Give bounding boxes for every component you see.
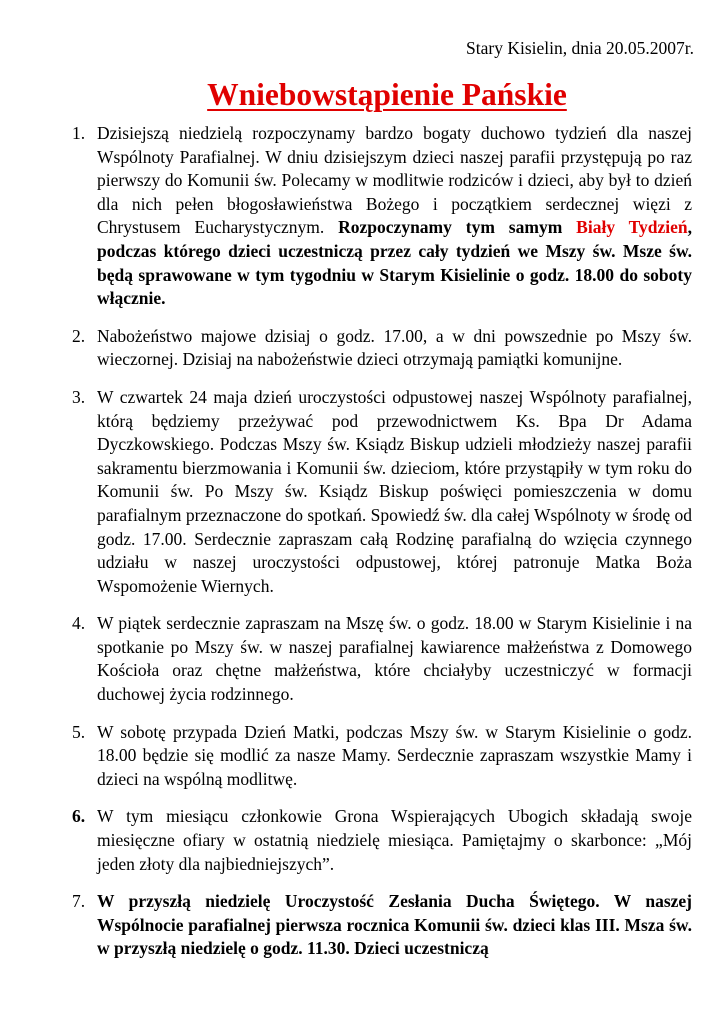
item-number: 5. xyxy=(72,721,86,742)
announcement-list xyxy=(72,122,692,975)
item-text xyxy=(97,122,692,311)
item-text-bold: , podczas którego dzieci uczestniczą przez cały tydzień we Mszy św. Msze św. będą sprawowane w tym tygodniu w Starym Kisielinie o godz. 18.00 do soboty włącznie. xyxy=(97,217,693,309)
page-title: Wniebowstąpienie Pańskie xyxy=(207,77,567,112)
item-number: 6. xyxy=(72,806,86,827)
item-text: W sobotę przypada Dzień Matki, podczas Mszy św. w Starym Kisielinie o godz. 18.00 będzie się modlić za nasze Mamy. Serdecznie zapraszam wszystkie Mamy i dzieci na wspólną modlitwę. xyxy=(97,721,692,789)
item-number: 2. xyxy=(72,325,86,346)
announcement-item-3 xyxy=(72,386,692,598)
item-text: W piątek serdecznie zapraszam na Mszę św. o godz. 18.00 w Starym Kisielinie i na spotkanie po Mszy św. w naszej parafialnej kawiarence małżeństwa z Domowego Kościoła oraz chętne małżeństwa, które chciałyby uczestniczyć w formacji duchowej życia rodzinnego. xyxy=(97,613,692,705)
item-text: Nabożeństwo majowe dzisiaj o godz. 17.00, a w dni powszednie po Mszy św. wieczornej. Dzisiaj na nabożeństwie dzieci otrzymają pamiątki komunijne. xyxy=(97,325,692,370)
item-text-part: Dzisiejszą niedzielą rozpoczynamy bardzo bogaty duchowo tydzień dla naszej Wspólnoty Parafialnej. W dniu dzisiejszym dzieci naszej parafii przystępują po raz pierwszy do Komunii św. Polecamy w modlitwie rodziców i dzieci, aby był to dzień dla nich pełen błogosławieństwa Bożego i początkiem serdecznej więzi z Chrystusem Eucharystycznym. xyxy=(97,123,692,238)
announcement-item-5 xyxy=(72,721,692,792)
announcement-item-2 xyxy=(72,325,692,372)
item-number: 3. xyxy=(72,386,86,407)
announcement-item-1 xyxy=(72,122,692,311)
announcement-item-7 xyxy=(72,890,692,961)
announcement-item-4 xyxy=(72,612,692,706)
item-number: 7. xyxy=(72,891,86,912)
dateline: Stary Kisielin, dnia 20.05.2007r. xyxy=(466,38,694,58)
item-number: 4. xyxy=(72,613,86,634)
item-text: W tym miesiącu członkowie Grona Wspierających Ubogich składają swoje miesięczne ofiary w ostatnią niedzielę miesiąca. Pamiętajmy o skarbonce: „Mój jeden złoty dla najbiedniejszych”. xyxy=(97,806,692,874)
item-text-highlight: Biały Tydzień xyxy=(576,217,688,238)
announcement-item-6 xyxy=(72,805,692,876)
item-number: 1. xyxy=(72,123,86,143)
item-text-bold: Rozpoczynamy tym samym xyxy=(338,217,577,238)
item-text: W przyszłą niedzielę Uroczystość Zesłania Ducha Świętego. W naszej Wspólnocie parafialnej pierwsza rocznica Komunii św. dzieci klas III. Msza św. w przyszłą niedzielę o godz. 11.30. Dzieci uczestniczą xyxy=(97,891,692,959)
item-text: W czwartek 24 maja dzień uroczystości odpustowej naszej Wspólnoty parafialnej, którą będziemy przeżywać pod przewodnictwem Ks. Bpa Dr Adama Dyczkowskiego. Podczas Mszy św. Ksiądz Biskup udzieli młodzieży naszej parafii sakramentu bierzmowania i Komunii św. dzieciom, które przystąpiły w tym roku do Komunii św. Po Mszy św. Ksiądz Biskup poświęci pomieszczenia w domu parafialnym przeznaczone do spotkań. Spowiedź św. dla całej Wspólnoty w środę od godz. 17.00. Serdecznie zapraszam całą Rodzinę parafialną do wzięcia czynnego udziału w naszej uroczystości odpustowej, której patronuje Matka Boża Wspomożenie Wiernych. xyxy=(97,386,692,596)
